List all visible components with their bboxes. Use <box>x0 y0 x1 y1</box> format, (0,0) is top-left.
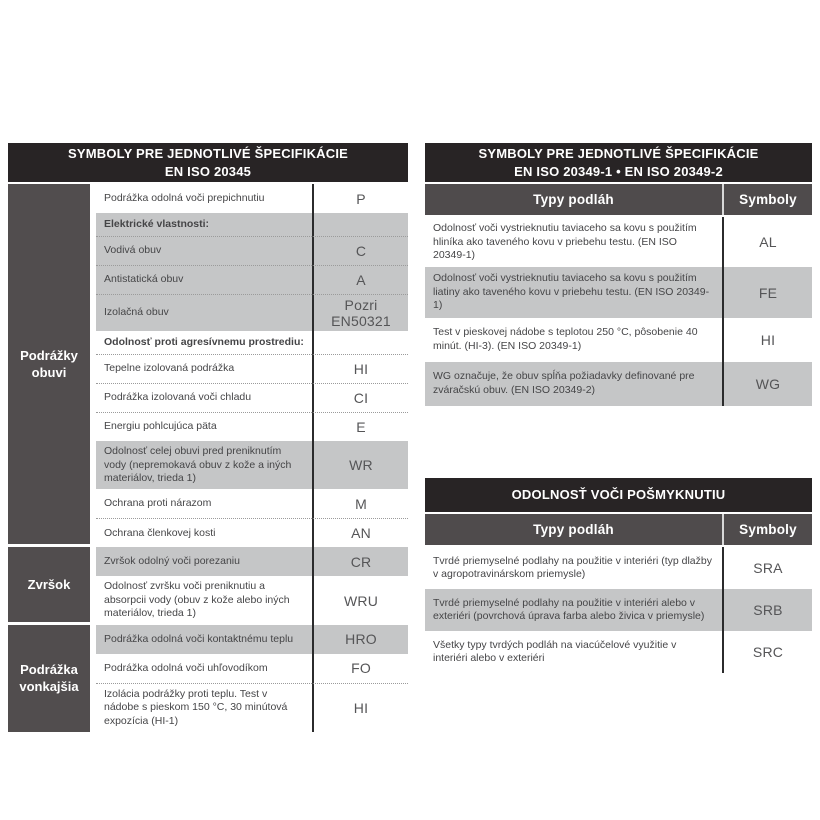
column-header-floor-types: Typy podláh <box>425 184 722 215</box>
spec-label: Test v pieskovej nádobe s teplotou 250 °C, pôsobenie 40 minút. (HI-3). (EN ISO 20349-1) <box>425 318 722 362</box>
table-title-line2: EN ISO 20349-1 • EN ISO 20349-2 <box>514 163 723 179</box>
table-title-line1: ODOLNOSŤ VOČI POŠMYKNUTIU <box>511 487 726 503</box>
spec-symbol: E <box>312 412 408 441</box>
spec-label: Zvršok odolný voči porezaniu <box>96 547 312 576</box>
spec-label: Izolácia podrážky proti teplu. Test v nádobe s pieskom 150 °C, 30 minútová expozícia (HI-1) <box>96 683 312 732</box>
spec-label: Elektrické vlastnosti: <box>96 213 312 236</box>
spec-label: WG označuje, že obuv spĺňa požiadavky definované pre zváračskú obuv. (EN ISO 20349-2) <box>425 362 722 406</box>
spec-label: Energiu pohlcujúca päta <box>96 412 312 441</box>
spec-symbol: AN <box>312 518 408 547</box>
table-slip-resistance-header <box>425 514 812 545</box>
spec-label: Podrážka odolná voči uhľovodíkom <box>96 654 312 683</box>
table-en-iso-20345-body <box>8 184 408 732</box>
table-en-iso-20349-body <box>425 217 812 406</box>
table-title-line1: SYMBOLY PRE JEDNOTLIVÉ ŠPECIFIKÁCIE <box>67 146 349 161</box>
spec-label: Ochrana členkovej kosti <box>96 518 312 547</box>
spec-symbol: WRU <box>312 576 408 624</box>
spec-label: Podrážka izolovaná voči chladu <box>96 383 312 412</box>
spec-symbol: C <box>312 236 408 265</box>
table-slip-resistance-body <box>425 547 812 673</box>
spec-symbol: HI <box>312 354 408 383</box>
spec-label: Podrážka odolná voči prepichnutiu <box>96 184 312 213</box>
spec-symbol: SRB <box>722 589 812 631</box>
spec-label: Odolnosť celej obuvi pred preniknutím vody (nepremokavá obuv z kože a iných materiálov, trieda 1) <box>96 441 312 489</box>
table-en-iso-20349-title <box>425 143 812 182</box>
spec-label: Odolnosť voči vystrieknutiu taviaceho sa kovu s použitím hliníka ako taveného kovu v priebehu testu. (EN ISO 20349-1) <box>425 217 722 267</box>
spec-symbol: M <box>312 489 408 518</box>
spec-symbol: FO <box>312 654 408 683</box>
spec-label: Podrážka odolná voči kontaktnému teplu <box>96 625 312 654</box>
table-title-line2: EN ISO 20345 <box>164 163 252 179</box>
spec-symbol: CI <box>312 383 408 412</box>
spec-symbol: AL <box>722 217 812 267</box>
category-cell: Zvršok <box>8 547 96 624</box>
spec-symbol: P <box>312 184 408 213</box>
spec-symbol: CR <box>312 547 408 576</box>
table-en-iso-20345 <box>8 143 408 732</box>
spec-label: Tvrdé priemyselné podlahy na použitie v interiéri (typ dlažby v agropotravinárskom priemysle) <box>425 547 722 589</box>
category-cell: Podrážky obuvi <box>8 184 96 547</box>
spec-symbol: FE <box>722 267 812 317</box>
spec-label: Odolnosť voči vystrieknutiu taviaceho sa kovu s použitím liatiny ako taveného kovu v priebehu testu. (EN ISO 20349-1) <box>425 267 722 317</box>
spec-label: Tepelne izolovaná podrážka <box>96 354 312 383</box>
table-slip-resistance-title <box>425 478 812 512</box>
spec-label: Odolnosť zvršku voči preniknutiu a absorpcii vody (obuv z kože alebo iných materiálov, trieda 1) <box>96 576 312 624</box>
spec-symbol <box>312 331 408 354</box>
spec-symbol: SRC <box>722 631 812 673</box>
spec-label: Ochrana proti nárazom <box>96 489 312 518</box>
spec-label: Tvrdé priemyselné podlahy na použitie v interiéri alebo v exteriéri (povrchová úprava farba alebo živica v priemysle) <box>425 589 722 631</box>
spec-label: Všetky typy tvrdých podláh na viacúčelové využitie v interiéri alebo v exteriéri <box>425 631 722 673</box>
spec-symbol: WG <box>722 362 812 406</box>
spec-label: Antistatická obuv <box>96 265 312 294</box>
spec-symbol: HI <box>312 683 408 732</box>
spec-symbol: A <box>312 265 408 294</box>
spec-symbol: SRA <box>722 547 812 589</box>
table-slip-resistance <box>425 478 812 673</box>
spec-symbol: HI <box>722 318 812 362</box>
spec-symbol: Pozri EN50321 <box>312 294 408 331</box>
spec-label: Izolačná obuv <box>96 294 312 331</box>
spec-symbol <box>312 213 408 236</box>
table-title-line1: SYMBOLY PRE JEDNOTLIVÉ ŠPECIFIKÁCIE <box>478 146 759 161</box>
table-en-iso-20349 <box>425 143 812 406</box>
category-cell: Podrážka vonkajšia <box>8 625 96 732</box>
column-header-symbols: Symboly <box>722 184 812 215</box>
table-en-iso-20349-header <box>425 184 812 215</box>
column-header-symbols: Symboly <box>722 514 812 545</box>
spec-symbol: HRO <box>312 625 408 654</box>
column-header-floor-types: Typy podláh <box>425 514 722 545</box>
spec-label: Odolnosť proti agresívnemu prostrediu: <box>96 331 312 354</box>
table-en-iso-20345-title <box>8 143 408 182</box>
spec-symbol: WR <box>312 441 408 489</box>
spec-label: Vodivá obuv <box>96 236 312 265</box>
